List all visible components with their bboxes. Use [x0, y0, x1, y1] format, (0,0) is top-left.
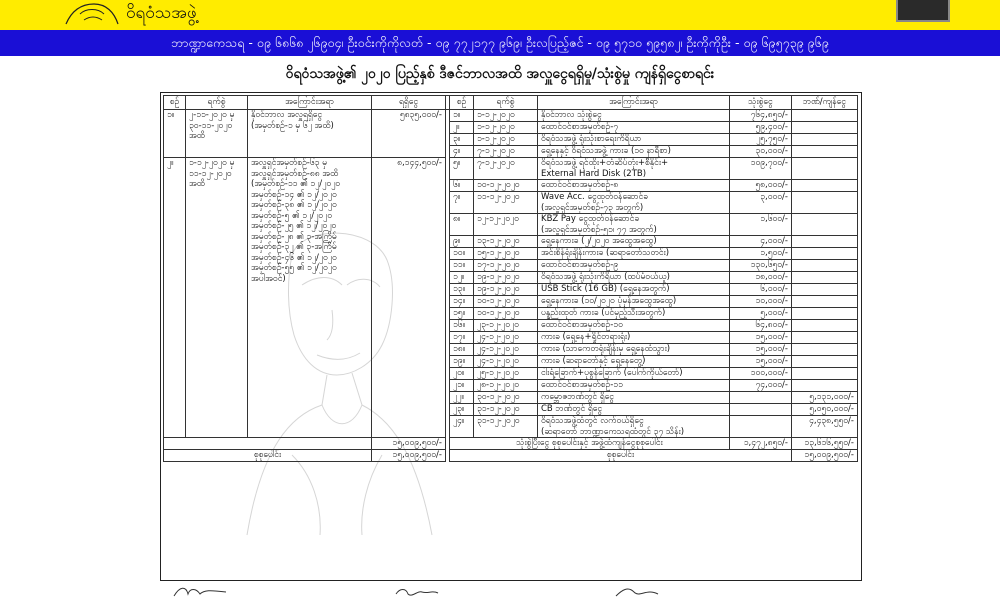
brand-name: ဝိရဝံသအဖွဲ့: [126, 3, 197, 23]
signature-1: [170, 584, 230, 600]
expense-date: ၁၃-၁၂-၂၀၂၀: [474, 236, 538, 248]
ledger-table-container: [163, 95, 857, 578]
expense-description: ထောင်ဝင်စာအမှတ်စဉ်-၇: [538, 122, 730, 134]
expense-description: ကားခ (ရှေ့နေ+ရှိုင်တရားရုံး): [538, 332, 730, 344]
expense-no: ၈။: [450, 214, 474, 236]
expense-description: ရှေ့နေကားခ (၂/၂၀၂၀ အထွေအထွေ): [538, 236, 730, 248]
expense-balance: [792, 236, 858, 248]
expense-no: ၂၀။: [450, 368, 474, 380]
expense-balance: ၄,၄၃၈,၅၅၀/-: [792, 416, 858, 438]
col-header-left-desc: အကြောင်းအရာ: [248, 96, 372, 110]
expense-balance: [792, 214, 858, 236]
expense-date: ၂၅-၁၂-၂၀၂၀: [474, 368, 538, 380]
expense-date: ၁၀-၁၂-၂၀၂၀: [474, 308, 538, 320]
page-title: ဝိရဝံသအဖွဲ့၏ ၂၀၂၀ ပြည့်နှစ် ဒီဇင်ဘာလအထိ အလှူငွေရရှိမှု/သုံးစွဲမှု ကျန်ရှိငွေစာရင်း: [285, 66, 715, 82]
expense-spent: ၃၀,၀၀၀/-: [730, 146, 792, 158]
expense-balance: [792, 284, 858, 296]
col-header-left-no: စဉ်: [164, 96, 186, 110]
expense-date: ၂၈-၁၂-၂၀၂၀: [474, 380, 538, 392]
expense-spent: ၆၄,၈၀၀/-: [730, 320, 792, 332]
expense-spent: ၇၄,၀၀၀/-: [730, 380, 792, 392]
expense-description: ကားခ (ဆရာတော်နှင့် ရှေ့နေတွေ့): [538, 356, 730, 368]
income-date: ၁-၁၂-၂၀၂၀ မှ ၁၁-၁၂-၂၀၂၀ အထိ: [186, 158, 248, 438]
income-amount: ၅၈၃၅,၀၀၀/-: [372, 110, 446, 158]
income-description: အလှူရှင်အမှတ်စဉ်-၆၃ မှ အလှူရှင်အမှတ်စဉ်-၈၈ အထိ (အမှတ်စဉ်-၁၁ ၏ ၁၂/၂၀၂၀ အမှတ်စဉ်-၁၄ ၏ ၁၂/၂၀၂၀ အမှတ်စဉ်-၃၈ ၏ ၁၂/၂၀၂၀ အမှတ်စဉ်-၅ ၏ ၁၂/၂၀၂၀ အမှတ်စဉ်-၂၅ ၏ ၁၂/၂၀၂၀ အမှတ်စဉ်-၂၈ ၏ ၃-အကြိမ် အမှတ်စဉ်-၃၂ ၏ ၃-အကြိမ် အမှတ်စဉ်-၄၆ ၏ ၁၂/၂၀၂၀ အမှတ်စဉ်-၅၅ ၏ ၁၂/၂၀၂၀ အပါအဝင်): [248, 158, 372, 438]
expense-balance: [792, 320, 858, 332]
expense-spent: ၅၈,၀၀၀/-: [730, 180, 792, 192]
expense-balance: [792, 180, 858, 192]
expense-no: ၁၈။: [450, 344, 474, 356]
grand-total-left-label: စုစုပေါင်း: [164, 450, 372, 462]
expense-date: ၃၁-၁၂-၂၀၂၀: [474, 404, 538, 416]
expense-description: ပန္နည်းထုတ် ကားခ (ပင်မှည့်သီးအတွက်): [538, 308, 730, 320]
expense-spent: ၁,၅၀၀/-: [730, 248, 792, 260]
expense-description: CB ဘဏ်တွင် ရှိငွေ: [538, 404, 730, 416]
expense-balance: [792, 332, 858, 344]
expense-no: ၁။: [450, 110, 474, 122]
expense-spent: ၁၃၀,၆၅၀/-: [730, 260, 792, 272]
expense-spent: ၄,၀၀၀/-: [730, 236, 792, 248]
expense-description: ဝိရဝံသအဖွဲ့ ရင်ထိုး+တံဆိပ်တုံး+စီနိုင်း+ External Hard Disk (2TB): [538, 158, 730, 180]
expense-spent: ၁၅,၀၀၀/-: [730, 344, 792, 356]
grand-total-row: [164, 450, 858, 462]
expense-no: ၁၀။: [450, 248, 474, 260]
col-header-left-date: ရက်စွဲ: [186, 96, 248, 110]
expense-date: ၁၉-၁၂-၂၀၂၀: [474, 284, 538, 296]
expense-spent: ၅၉,၄၀၀/-: [730, 122, 792, 134]
income-no: ၁။: [164, 110, 186, 158]
expense-date: ၁-၁၂-၂၀၂၀: [474, 134, 538, 146]
expense-description: ရှေ့နေကားခ (၁၀/၂၀၂၀ ပုံမှန်အထွေအထွေ): [538, 296, 730, 308]
expense-date: ၂၃-၁၂-၂၀၂၀: [474, 320, 538, 332]
expense-spent: ၇၆၄,၈၅၀/-: [730, 110, 792, 122]
contact-bar: ဘာဏ္ဍာကေသရ - ၀၉ ၆၈၆၈ ၂၆၉၀၄၊ ဦးဝင်းကိုကိုလတ် - ၀၉ ၇၇၂၁၇၇ ၉၆၉၊ ဦးလပြည့်ဇင် - ၀၉ ၅၇၁၀ ၅၉၅၈၂၊ ဦးကိုကိုဦး - ၀၉ ၆၉၅၇၃၉ ၉၆၉: [0, 30, 1000, 56]
expense-spent: [730, 392, 792, 404]
expense-no: ၁၂။: [450, 272, 474, 284]
expense-no: ၁၄။: [450, 296, 474, 308]
expense-description: ဝိရဝံသအဖွဲ့ ရုံးသုံးကိရိယာ (ထပ်မံဝယ်ယူ): [538, 272, 730, 284]
expense-no: ၂၂။: [450, 392, 474, 404]
expense-date: ၁၇-၁၂-၂၀၂၀: [474, 260, 538, 272]
ledger-table: [163, 95, 858, 462]
expense-spent: ၁၀,၀၀၀/-: [730, 296, 792, 308]
expense-spent: ၁၀၀,၀၀၀/-: [730, 368, 792, 380]
col-header-balance: ဘဏ်/ကျန်ငွေ: [792, 96, 858, 110]
expense-balance: [792, 272, 858, 284]
header-thumbnail: [896, 0, 950, 22]
expense-balance: [792, 344, 858, 356]
expense-date: ၇-၁၂-၂၀၂၀: [474, 158, 538, 180]
expense-no: ၂၁။: [450, 380, 474, 392]
expense-spent: ၁၅,၀၀၀/-: [730, 332, 792, 344]
expense-date: ၁၁-၁၂-၂၀၂၀: [474, 192, 538, 214]
expense-description: ကားခ (သာကေတရုံးချိန်းမှ ရှေ့နေထံသွား): [538, 344, 730, 356]
expense-balance: [792, 248, 858, 260]
expense-description: KBZ Pay ငွေထုတ်ဝန်ဆောင်ခ (အလှူရှင်အမှတ်စဉ်-၅၁၊ ၇၇ အတွက်): [538, 214, 730, 236]
expense-date: ၁၀-၁၂-၂၀၂၀: [474, 296, 538, 308]
expense-description: ထောင်ဝင်စာအမှတ်စဉ်-၉: [538, 260, 730, 272]
expense-spent: ၅,၀၀၀/-: [730, 308, 792, 320]
expense-date: ၂၄-၁၂-၂၀၂၀: [474, 344, 538, 356]
portrait-logo-icon: [62, 0, 122, 26]
expense-balance: [792, 192, 858, 214]
expense-balance: ၅,၀၅၀,၀၀၀/-: [792, 404, 858, 416]
col-header-right-no: စဉ်: [450, 96, 474, 110]
expense-balance: ၅,၁၃၁,၀၀၀/-: [792, 392, 858, 404]
expense-spent: ၃,၀၀၀/-: [730, 192, 792, 214]
expense-spent: ၁၅,၀၀၀/-: [730, 356, 792, 368]
subtotal-row: [164, 438, 858, 450]
income-description: နိုဝင်ဘာလ အလှူရရှိငွေ (အမှတ်စဉ်-၁ မှ ၆၂ အထိ): [248, 110, 372, 158]
expense-balance: [792, 368, 858, 380]
expense-spent: ၁,၆၀၀/-: [730, 214, 792, 236]
expense-date: ၂၄-၁၂-၂၀၂၀: [474, 356, 538, 368]
expense-no: ၂။: [450, 122, 474, 134]
expense-no: ၇။: [450, 192, 474, 214]
expense-date: ၁၅-၁၂-၂၀၂၀: [474, 248, 538, 260]
expense-no: ၁၆။: [450, 320, 474, 332]
expense-balance: [792, 296, 858, 308]
table-row: [164, 110, 858, 122]
expense-balance: [792, 134, 858, 146]
expense-balance: [792, 356, 858, 368]
expense-no: ၃။: [450, 134, 474, 146]
grand-total-right-label: စုစုပေါင်း: [450, 450, 792, 462]
subtotal-balance: ၁၃,၆၁၆,၅၅၀/-: [792, 438, 858, 450]
expense-no: ၂၄။: [450, 416, 474, 438]
expense-description: ကမ္ဘောဇဘဏ်တွင် ရှိငွေ: [538, 392, 730, 404]
expense-no: ၁၃။: [450, 284, 474, 296]
expense-no: ၆။: [450, 180, 474, 192]
col-header-spent: သုံးစွဲငွေ: [730, 96, 792, 110]
expense-description: ငါးရံ့ခြောက်+ပုစွန်ခြောက် (ပေါက်ကိုယ်တော်): [538, 368, 730, 380]
expense-spent: ၆,၀၀၀/-: [730, 284, 792, 296]
expense-spent: [730, 404, 792, 416]
col-header-right-date: ရက်စွဲ: [474, 96, 538, 110]
expense-no: ၉။: [450, 236, 474, 248]
expense-no: ၅။: [450, 158, 474, 180]
income-date: ၂-၁၁-၂၀၂၀ မှ ၃၀-၁၁-၂၀၂၀ အထိ: [186, 110, 248, 158]
table-row: [164, 158, 858, 180]
signature-3: [612, 584, 662, 600]
expense-spent: [730, 416, 792, 438]
grand-total-income: ၁၅,၀၀၉,၅၀၀/-: [372, 450, 446, 462]
expense-no: ၁၉။: [450, 356, 474, 368]
expense-description: ဝိရဝံသအဖွဲ့ ရုံးသုံးစာရေးကိရိယာ: [538, 134, 730, 146]
expense-balance: [792, 122, 858, 134]
expense-date: ၁၀-၁၂-၂၀၂၀: [474, 180, 538, 192]
grand-total-balance: ၁၅,၀၀၉,၅၀၀/-: [792, 450, 858, 462]
col-header-received: ရရှိငွေ: [372, 96, 446, 110]
expense-description: ထောင်ဝင်စာအမှတ်စဉ်-၈: [538, 180, 730, 192]
expense-date: ၁၂-၁၂-၂၀၂၀: [474, 214, 538, 236]
subtotal-spent: ၁,၄၇၂,၈၅၀/-: [730, 438, 792, 450]
expense-description: နိုဝင်ဘာလ သုံးစွဲငွေ: [538, 110, 730, 122]
expense-description: အင်းစိန်ရုံးချိန်းကားခ (ဆရာတော်သတင်း): [538, 248, 730, 260]
expense-balance: [792, 260, 858, 272]
expense-description: ရှေ့နေနှင့် ဝိရဝံသအဖွဲ့ ကားခ (၁၀ နာရီစာ): [538, 146, 730, 158]
expense-spent: ၂၅,၇၅၀/-: [730, 134, 792, 146]
expense-no: ၄။: [450, 146, 474, 158]
expense-balance: [792, 146, 858, 158]
subtotal-label: သုံးစွဲပြီးငွေ စုစုပေါင်းနှင့် အဖွဲ့ထံကျန်ငွေစုစုပေါင်း: [450, 438, 730, 450]
income-amount: ၈,၁၄၄,၅၀၀/-: [372, 158, 446, 438]
expense-date: ၁၉-၁၂-၂၀၂၀: [474, 272, 538, 284]
signature-2: [392, 584, 442, 600]
expense-date: ၇-၁၂-၂၀၂၀: [474, 146, 538, 158]
expense-balance: [792, 158, 858, 180]
income-no: ၂။: [164, 158, 186, 438]
expense-spent: ၁၀၉,၇၀၀/-: [730, 158, 792, 180]
subtotal-income: ၁၅,၀၀၉,၅၀၀/-: [372, 438, 446, 450]
col-header-right-desc: အကြောင်းအရာ: [538, 96, 730, 110]
expense-description: ထောင်ဝင်စာအမှတ်စဉ်-၁၀: [538, 320, 730, 332]
expense-no: ၁၁။: [450, 260, 474, 272]
subtotal-left-blank: [164, 438, 372, 450]
expense-balance: [792, 110, 858, 122]
expense-date: ၁-၁၂-၂၀၂၀: [474, 110, 538, 122]
expense-date: ၂၄-၁၂-၂၀၂၀: [474, 332, 538, 344]
expense-balance: [792, 308, 858, 320]
expense-no: ၂၃။: [450, 404, 474, 416]
expense-description: Wave Acc. ငွေထုတ်ဝန်ဆောင်ခ (အလှူရှင်အမှတ်စဉ်-၇၃ အတွက်): [538, 192, 730, 214]
expense-spent: ၁၈,၀၀၀/-: [730, 272, 792, 284]
expense-description: ထောင်ဝင်စာအမှတ်စဉ်-၁၁: [538, 380, 730, 392]
expense-no: ၁၇။: [450, 332, 474, 344]
table-header-row: [164, 96, 858, 110]
expense-description: USB Stick (16 GB) (ရှေ့နေအတွက်): [538, 284, 730, 296]
expense-date: ၁-၁၂-၂၀၂၀: [474, 122, 538, 134]
expense-date: ၃၀-၁၂-၂၀၂၀: [474, 392, 538, 404]
expense-no: ၁၅။: [450, 308, 474, 320]
expense-description: ဝိရဝံသအဖွဲ့ထံတွင် လက်ဝယ်ရှိငွေ (ဆရာတော် ဘာဏ္ဍာကေသရထံတွင် ၃၇ သိန်း): [538, 416, 730, 438]
expense-date: ၃၁-၁၂-၂၀၂၀: [474, 416, 538, 438]
expense-balance: [792, 380, 858, 392]
